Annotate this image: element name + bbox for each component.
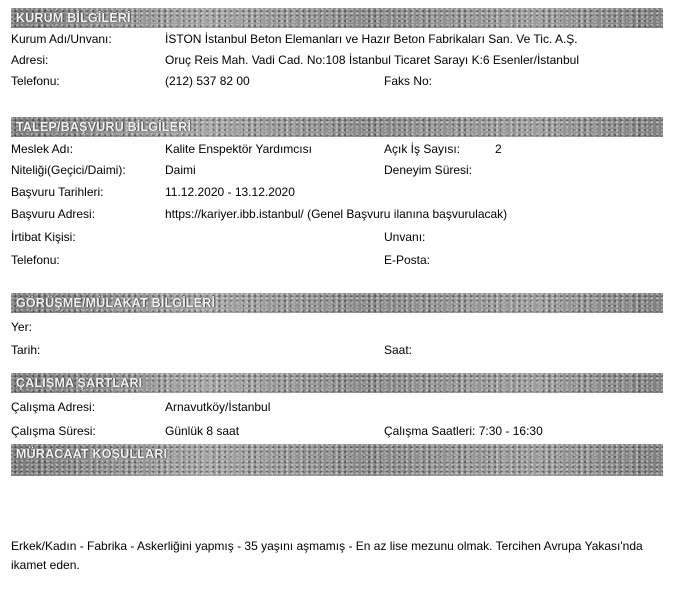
kurum-address-row [11, 51, 671, 69]
field-label: Çalışma Süresi: [11, 424, 96, 438]
field-value: Arnavutköy/İstanbul [165, 400, 271, 414]
gorusme-yer-row [11, 318, 671, 336]
field-value: Kalite Enspektör Yardımcısı [165, 142, 312, 156]
calisma-sure-row [11, 422, 671, 440]
kurum-phone-row [11, 72, 671, 90]
section-header-talep [11, 117, 663, 137]
section-header-gorusme [11, 293, 663, 313]
field-label: Çalışma Adresi: [11, 400, 96, 414]
muracaat-conditions-text: Erkek/Kadın - Fabrika - Askerliğini yapmış - 35 yaşını aşmamış - En az lise mezunu olmak. Tercihen Avrupa Yakası'nda ikamet eden. [11, 539, 643, 572]
calisma-adres-row [11, 398, 671, 416]
field-label: Saat: [384, 343, 413, 357]
gorusme-tarih-row [11, 341, 671, 359]
talep-nitelik-row [11, 161, 671, 179]
field-label: Deneyim Süresi: [384, 163, 473, 177]
field-label: Telefonu: [11, 74, 60, 88]
field-value: 2 [495, 142, 502, 156]
field-label: Tarih: [11, 343, 41, 357]
talep-adres-row [11, 205, 671, 223]
section-title: MÜRACAAT KOŞULLARI [16, 447, 168, 461]
field-label: İrtibat Kişisi: [11, 230, 76, 244]
kurum-name-row [11, 30, 671, 48]
field-label: Yer: [11, 320, 32, 334]
field-value: Daimi [165, 163, 196, 177]
field-label: Başvuru Tarihleri: [11, 185, 104, 199]
section-header-kurum [11, 8, 663, 28]
section-header-muracaat [11, 444, 663, 476]
field-value: Günlük 8 saat [165, 424, 240, 438]
field-label: Başvuru Adresi: [11, 207, 96, 221]
talep-tarih-row [11, 183, 671, 201]
field-label: Unvanı: [384, 230, 426, 244]
section-title: TALEP/BAŞVURU BİLGİLERİ [16, 120, 192, 134]
talep-irtibat-row [11, 228, 671, 246]
field-value: Oruç Reis Mah. Vadi Cad. No:108 İstanbul Ticaret Sarayı K:6 Esenler/İstanbul [165, 53, 579, 67]
field-label: Niteliği(Geçici/Daimi): [11, 163, 126, 177]
field-value: İSTON İstanbul Beton Elemanları ve Hazır Beton Fabrikaları San. Ve Tic. A.Ş. [165, 32, 578, 46]
field-label: E-Posta: [384, 253, 431, 267]
field-label: Telefonu: [11, 253, 60, 267]
talep-telefon-row [11, 251, 671, 269]
field-label: Meslek Adı: [11, 142, 74, 156]
field-label: Adresi: [11, 53, 49, 67]
section-header-calisma [11, 373, 663, 393]
section-title: GÖRÜŞME/MÜLAKAT BİLGİLERİ [16, 296, 216, 310]
talep-meslek-row [11, 140, 671, 158]
field-label: Çalışma Saatleri: 7:30 - 16:30 [384, 424, 543, 438]
field-value: (212) 537 82 00 [165, 74, 250, 88]
field-value: https://kariyer.ibb.istanbul/ (Genel Başvuru ilanına başvurulacak) [165, 207, 508, 221]
section-title: KURUM BİLGİLERİ [16, 11, 131, 25]
field-label: Açık İş Sayısı: [384, 142, 461, 156]
field-value: 11.12.2020 - 13.12.2020 [165, 185, 295, 199]
section-title: ÇALIŞMA ŞARTLARI [16, 376, 143, 390]
field-label: Kurum Adı/Unvanı: [11, 32, 112, 46]
field-label: Faks No: [384, 74, 433, 88]
